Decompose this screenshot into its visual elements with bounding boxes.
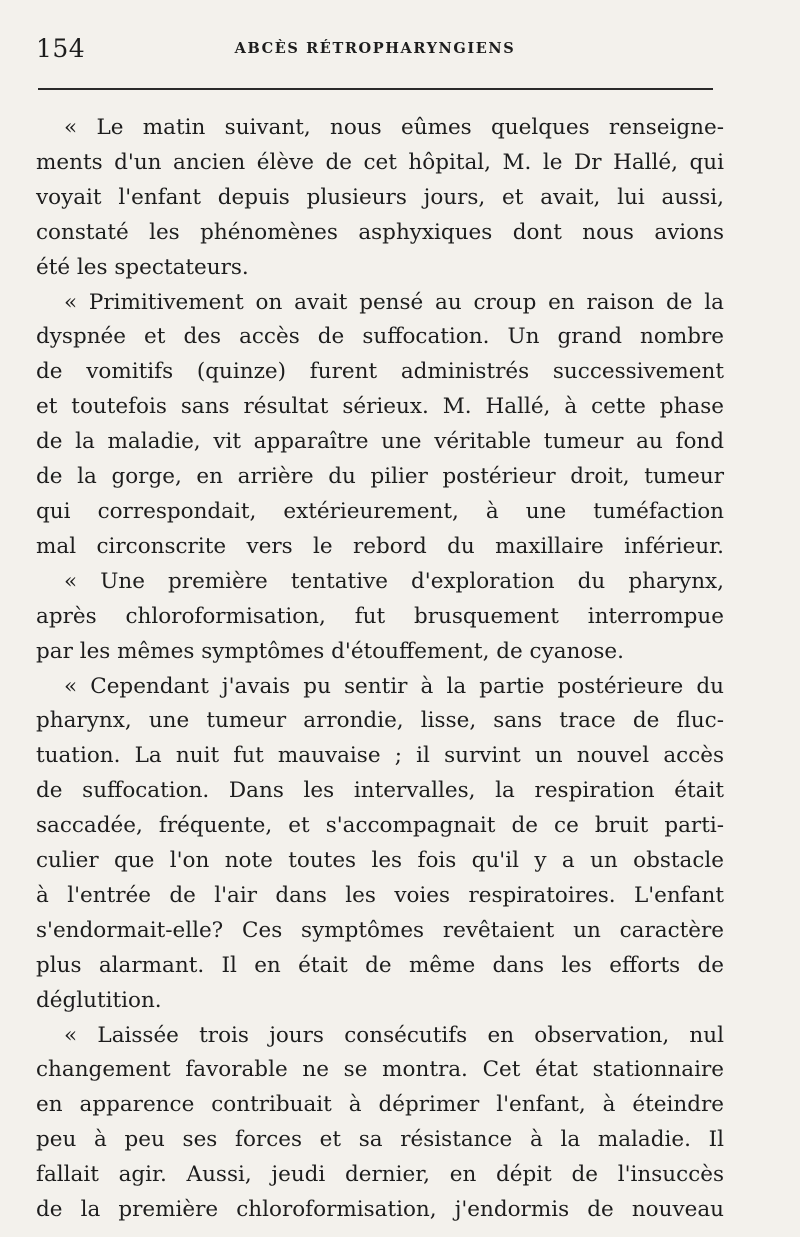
text-line: de la maladie, vit apparaître une véritable tumeur au fond — [36, 429, 724, 455]
text-line: changement favorable ne se montra. Cet état stationnaire — [36, 1057, 724, 1083]
text-line: s'endormait-elle? Ces symptômes revêtaient un caractère — [36, 917, 724, 943]
text-line: de la première chloroformisation, j'endormis de nouveau — [36, 1197, 724, 1223]
text-line: à l'entrée de l'air dans les voies respiratoires. L'enfant — [36, 882, 724, 908]
text-line: par les mêmes symptômes d'étouffement, de cyanose. — [36, 638, 624, 664]
text-line: été les spectateurs. — [36, 254, 249, 280]
text-line: ments d'un ancien élève de cet hôpital, M. le Dr Hallé, qui — [36, 149, 724, 175]
text-line: fallait agir. Aussi, jeudi dernier, en dépit de l'insuccès — [36, 1162, 724, 1188]
text-line: de vomitifs (quinze) furent administrés successivement — [36, 359, 724, 385]
body-text — [36, 111, 724, 1228]
text-line: en apparence contribuait à déprimer l'enfant, à éteindre — [36, 1092, 724, 1118]
header-rule — [38, 88, 713, 90]
text-line: qui correspondait, extérieurement, à une tuméfaction — [36, 498, 724, 524]
text-line: déglutition. — [36, 987, 162, 1013]
text-line: « Cependant j'avais pu sentir à la partie postérieure du — [64, 673, 724, 699]
text-line: constaté les phénomènes asphyxiques dont nous avions — [36, 219, 724, 245]
text-line: « Une première tentative d'exploration du pharynx, — [64, 568, 724, 594]
text-line: de la gorge, en arrière du pilier postérieur droit, tumeur — [36, 464, 724, 490]
text-line: tuation. La nuit fut mauvaise ; il survint un nouvel accès — [36, 743, 724, 769]
text-line: culier que l'on note toutes les fois qu'il y a un obstacle — [36, 848, 724, 874]
text-line: plus alarmant. Il en était de même dans les efforts de — [36, 952, 724, 978]
text-line: mal circonscrite vers le rebord du maxillaire inférieur. — [36, 533, 724, 559]
text-line: après chloroformisation, fut brusquement interrompue — [36, 603, 724, 629]
text-line: voyait l'enfant depuis plusieurs jours, et avait, lui aussi, — [36, 184, 724, 210]
text-line: et toutefois sans résultat sérieux. M. Hallé, à cette phase — [36, 394, 724, 420]
text-line: « Laissée trois jours consécutifs en observation, nul — [64, 1022, 724, 1048]
text-line: « Primitivement on avait pensé au croup en raison de la — [64, 289, 724, 315]
running-head: ABCÈS RÉTROPHARYNGIENS — [234, 40, 516, 57]
text-line: dyspnée et des accès de suffocation. Un grand nombre — [36, 324, 724, 350]
text-line: peu à peu ses forces et sa résistance à la maladie. Il — [36, 1127, 724, 1153]
text-line: pharynx, une tumeur arrondie, lisse, sans trace de fluc- — [36, 708, 724, 734]
page-number: 154 — [36, 34, 86, 63]
text-line: « Le matin suivant, nous eûmes quelques renseigne- — [64, 115, 724, 140]
text-line: de suffocation. Dans les intervalles, la respiration était — [36, 778, 724, 804]
text-line: saccadée, fréquente, et s'accompagnait de ce bruit parti- — [36, 813, 724, 839]
